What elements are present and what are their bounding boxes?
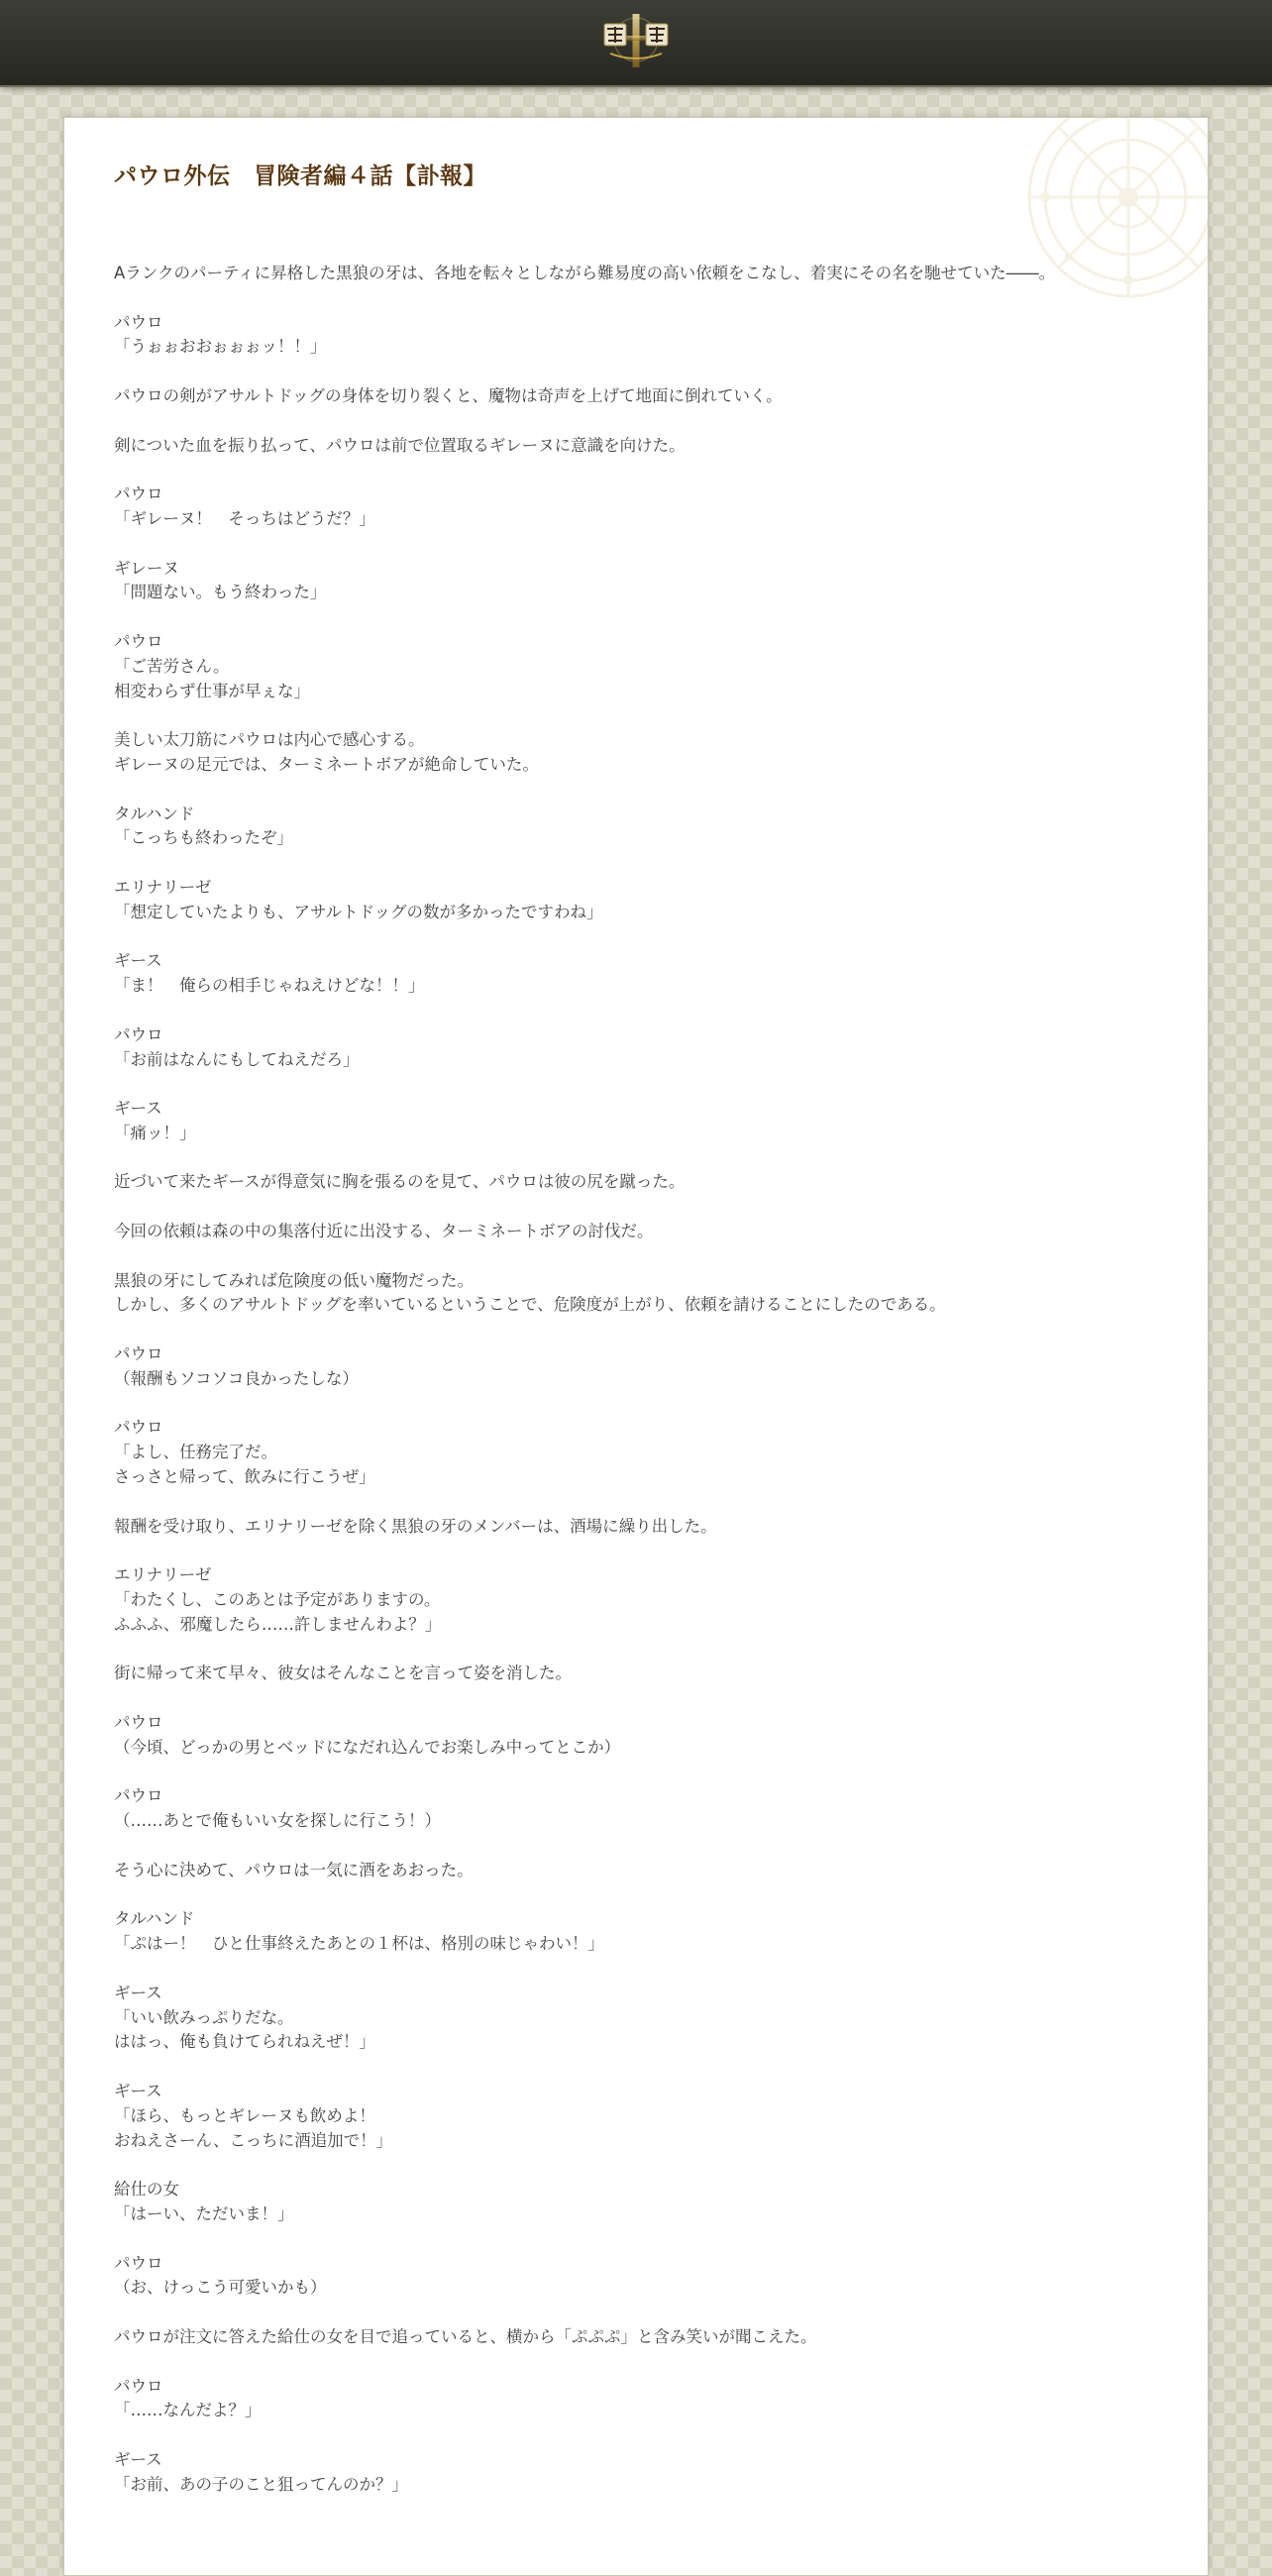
blank-line xyxy=(114,286,1184,311)
body-line: 黒狼の牙にしてみれば危険度の低い魔物だった。 xyxy=(114,1270,474,1290)
body-line: ふふふ、邪魔したら……許しませんわよ？」 xyxy=(114,1614,442,1634)
site-logo[interactable] xyxy=(596,10,676,71)
blank-line xyxy=(114,1638,1184,1663)
body-line: 今回の依頼は森の中の集落付近に出没する、ターミネートボアの討伐だ。 xyxy=(114,1222,654,1241)
blank-line xyxy=(114,778,1184,803)
blank-line xyxy=(114,1318,1184,1342)
mushoku-tensei-logo-icon xyxy=(596,10,676,71)
body-line: おねえさーん、こっちに酒追加で！」 xyxy=(114,2130,393,2150)
body-line: ギレーヌの足元では、ターミネートボアが絶命していた。 xyxy=(114,754,539,774)
body-line: パウロ xyxy=(114,1786,163,1806)
body-line: パウロ xyxy=(114,631,163,651)
body-line: 「問題ない。もう終わった」 xyxy=(114,583,327,602)
body-line: （お、けっこう可愛いかも） xyxy=(114,2278,327,2298)
blank-line xyxy=(114,703,1184,728)
body-line: ギース xyxy=(114,1983,162,2002)
body-line: 「ま！ 俺らの相手じゃねえけどな！！」 xyxy=(114,976,425,996)
body-line: 「想定していたよりも、アサルトドッグの数が多かったですわね」 xyxy=(114,902,603,921)
body-line: エリナリーゼ xyxy=(114,1565,212,1585)
body-line: パウロ xyxy=(114,1713,163,1733)
blank-line xyxy=(114,1539,1184,1563)
body-line: 報酬を受け取り、エリナリーゼを除く黒狼の牙のメンバーは、酒場に繰り出した。 xyxy=(114,1516,717,1536)
body-line: 「痛ッ！」 xyxy=(114,1123,196,1142)
chapter-body xyxy=(114,262,1184,2498)
body-line: ははっ、俺も負けてられねえぜ！」 xyxy=(114,2032,375,2052)
body-line: 「お前、あの子のこと狙ってんのか？」 xyxy=(114,2474,408,2494)
blank-line xyxy=(114,1244,1184,1269)
body-line: さっさと帰って、飲みに行こうぜ」 xyxy=(114,1467,375,1487)
blank-line xyxy=(114,1883,1184,1908)
blank-line xyxy=(114,925,1184,950)
body-line: 「ぷはー！ ひと仕事終えたあとの１杯は、格別の味じゃわい！」 xyxy=(114,1934,604,1954)
blank-line xyxy=(114,2153,1184,2178)
body-line: 「こっちも終わったぞ」 xyxy=(114,828,294,848)
blank-line xyxy=(114,458,1184,483)
body-line: パウロ xyxy=(114,2253,163,2273)
body-line: ギース xyxy=(114,2449,162,2469)
body-line: （今頃、どっかの男とベッドになだれ込んでお楽しみ中ってとこか） xyxy=(114,1737,621,1757)
blank-line xyxy=(114,532,1184,557)
chapter-content-panel xyxy=(63,117,1209,2576)
chapter-title: パウロ外伝 冒険者編４話【訃報】 xyxy=(114,163,486,189)
body-line: パウロ xyxy=(114,1024,163,1044)
site-header xyxy=(0,0,1272,87)
body-line: タルハンド xyxy=(114,804,195,823)
body-line: そう心に決めて、パウロは一気に酒をあおった。 xyxy=(114,1860,474,1879)
blank-line xyxy=(114,1834,1184,1859)
body-line: パウロ xyxy=(114,312,163,332)
blank-line xyxy=(114,1146,1184,1171)
body-line: 「いい飲みっぷりだな。 xyxy=(114,2007,294,2027)
blank-line xyxy=(114,1392,1184,1417)
body-line: （報酬もソコソコ良かったしな） xyxy=(114,1368,359,1388)
body-line: パウロの剣がアサルトドッグの身体を切り裂くと、魔物は奇声を上げて地面に倒れていく。 xyxy=(114,385,783,405)
body-line: パウロが注文に答えた給仕の女を目で追っていると、横から「ぷぷぷ」と含み笑いが聞こえた。 xyxy=(114,2326,817,2346)
body-line: ギース xyxy=(114,951,162,971)
body-line: 剣についた血を振り払って、パウロは前で位置取るギレーヌに意識を向けた。 xyxy=(114,435,686,455)
body-line: （……あとで俺もいい女を探しに行こう！） xyxy=(114,1811,441,1831)
blank-line xyxy=(114,409,1184,434)
body-line: 「よし、任務完了だ。 xyxy=(114,1443,277,1462)
blank-line xyxy=(114,1195,1184,1220)
body-line: 「……なんだよ？」 xyxy=(114,2401,262,2420)
blank-line xyxy=(114,2350,1184,2375)
body-line: 「わたくし、このあとは予定がありますの。 xyxy=(114,1590,441,1610)
body-line: パウロ xyxy=(114,1344,163,1364)
body-line: 「ギレーヌ！ そっちはどうだ？」 xyxy=(114,508,375,528)
blank-line xyxy=(114,2055,1184,2080)
blank-line xyxy=(114,1490,1184,1515)
body-line: 「ご苦労さん。 xyxy=(114,656,230,676)
blank-line xyxy=(114,2423,1184,2448)
body-line: エリナリーゼ xyxy=(114,877,212,897)
blank-line xyxy=(114,999,1184,1023)
body-line: 美しい太刀筋にパウロは内心で感心する。 xyxy=(114,730,425,750)
body-line: 「お前はなんにもしてねえだろ」 xyxy=(114,1049,360,1069)
blank-line xyxy=(114,1957,1184,1982)
body-line: 近づいて来たギースが得意気に胸を張るのを見て、パウロは彼の尻を蹴った。 xyxy=(114,1172,686,1192)
blank-line xyxy=(114,605,1184,630)
body-line: しかし、多くのアサルトドッグを率いているということで、危険度が上がり、依頼を請けることにしたのである。 xyxy=(114,1295,946,1315)
body-line: 「ほら、もっとギレーヌも飲めよ！ xyxy=(114,2105,375,2125)
blank-line xyxy=(114,2301,1184,2325)
blank-line xyxy=(114,1072,1184,1097)
body-line: 「うぉぉおおぉぉぉッ！！」 xyxy=(114,337,327,357)
body-line: 「はーい、ただいま！」 xyxy=(114,2203,294,2223)
body-line: ギレーヌ xyxy=(114,558,179,578)
body-line: ギース xyxy=(114,1099,162,1119)
body-line: ギース xyxy=(114,2081,162,2100)
body-line: 相変わらず仕事が早ぇな」 xyxy=(114,681,310,700)
blank-line xyxy=(114,360,1184,384)
blank-line xyxy=(114,1761,1184,1785)
body-line: パウロ xyxy=(114,2376,163,2396)
body-line: 給仕の女 xyxy=(114,2180,179,2200)
body-line: Aランクのパーティに昇格した黒狼の牙は、各地を転々としながら難易度の高い依頼をこなし、着実にその名を馳せていた――。 xyxy=(114,264,1056,282)
body-line: 街に帰って来て早々、彼女はそんなことを言って姿を消した。 xyxy=(114,1664,572,1683)
blank-line xyxy=(114,2227,1184,2252)
body-line: タルハンド xyxy=(114,1909,195,1929)
blank-line xyxy=(114,1686,1184,1711)
body-line: パウロ xyxy=(114,484,163,504)
blank-line xyxy=(114,851,1184,876)
body-line: パウロ xyxy=(114,1418,163,1438)
